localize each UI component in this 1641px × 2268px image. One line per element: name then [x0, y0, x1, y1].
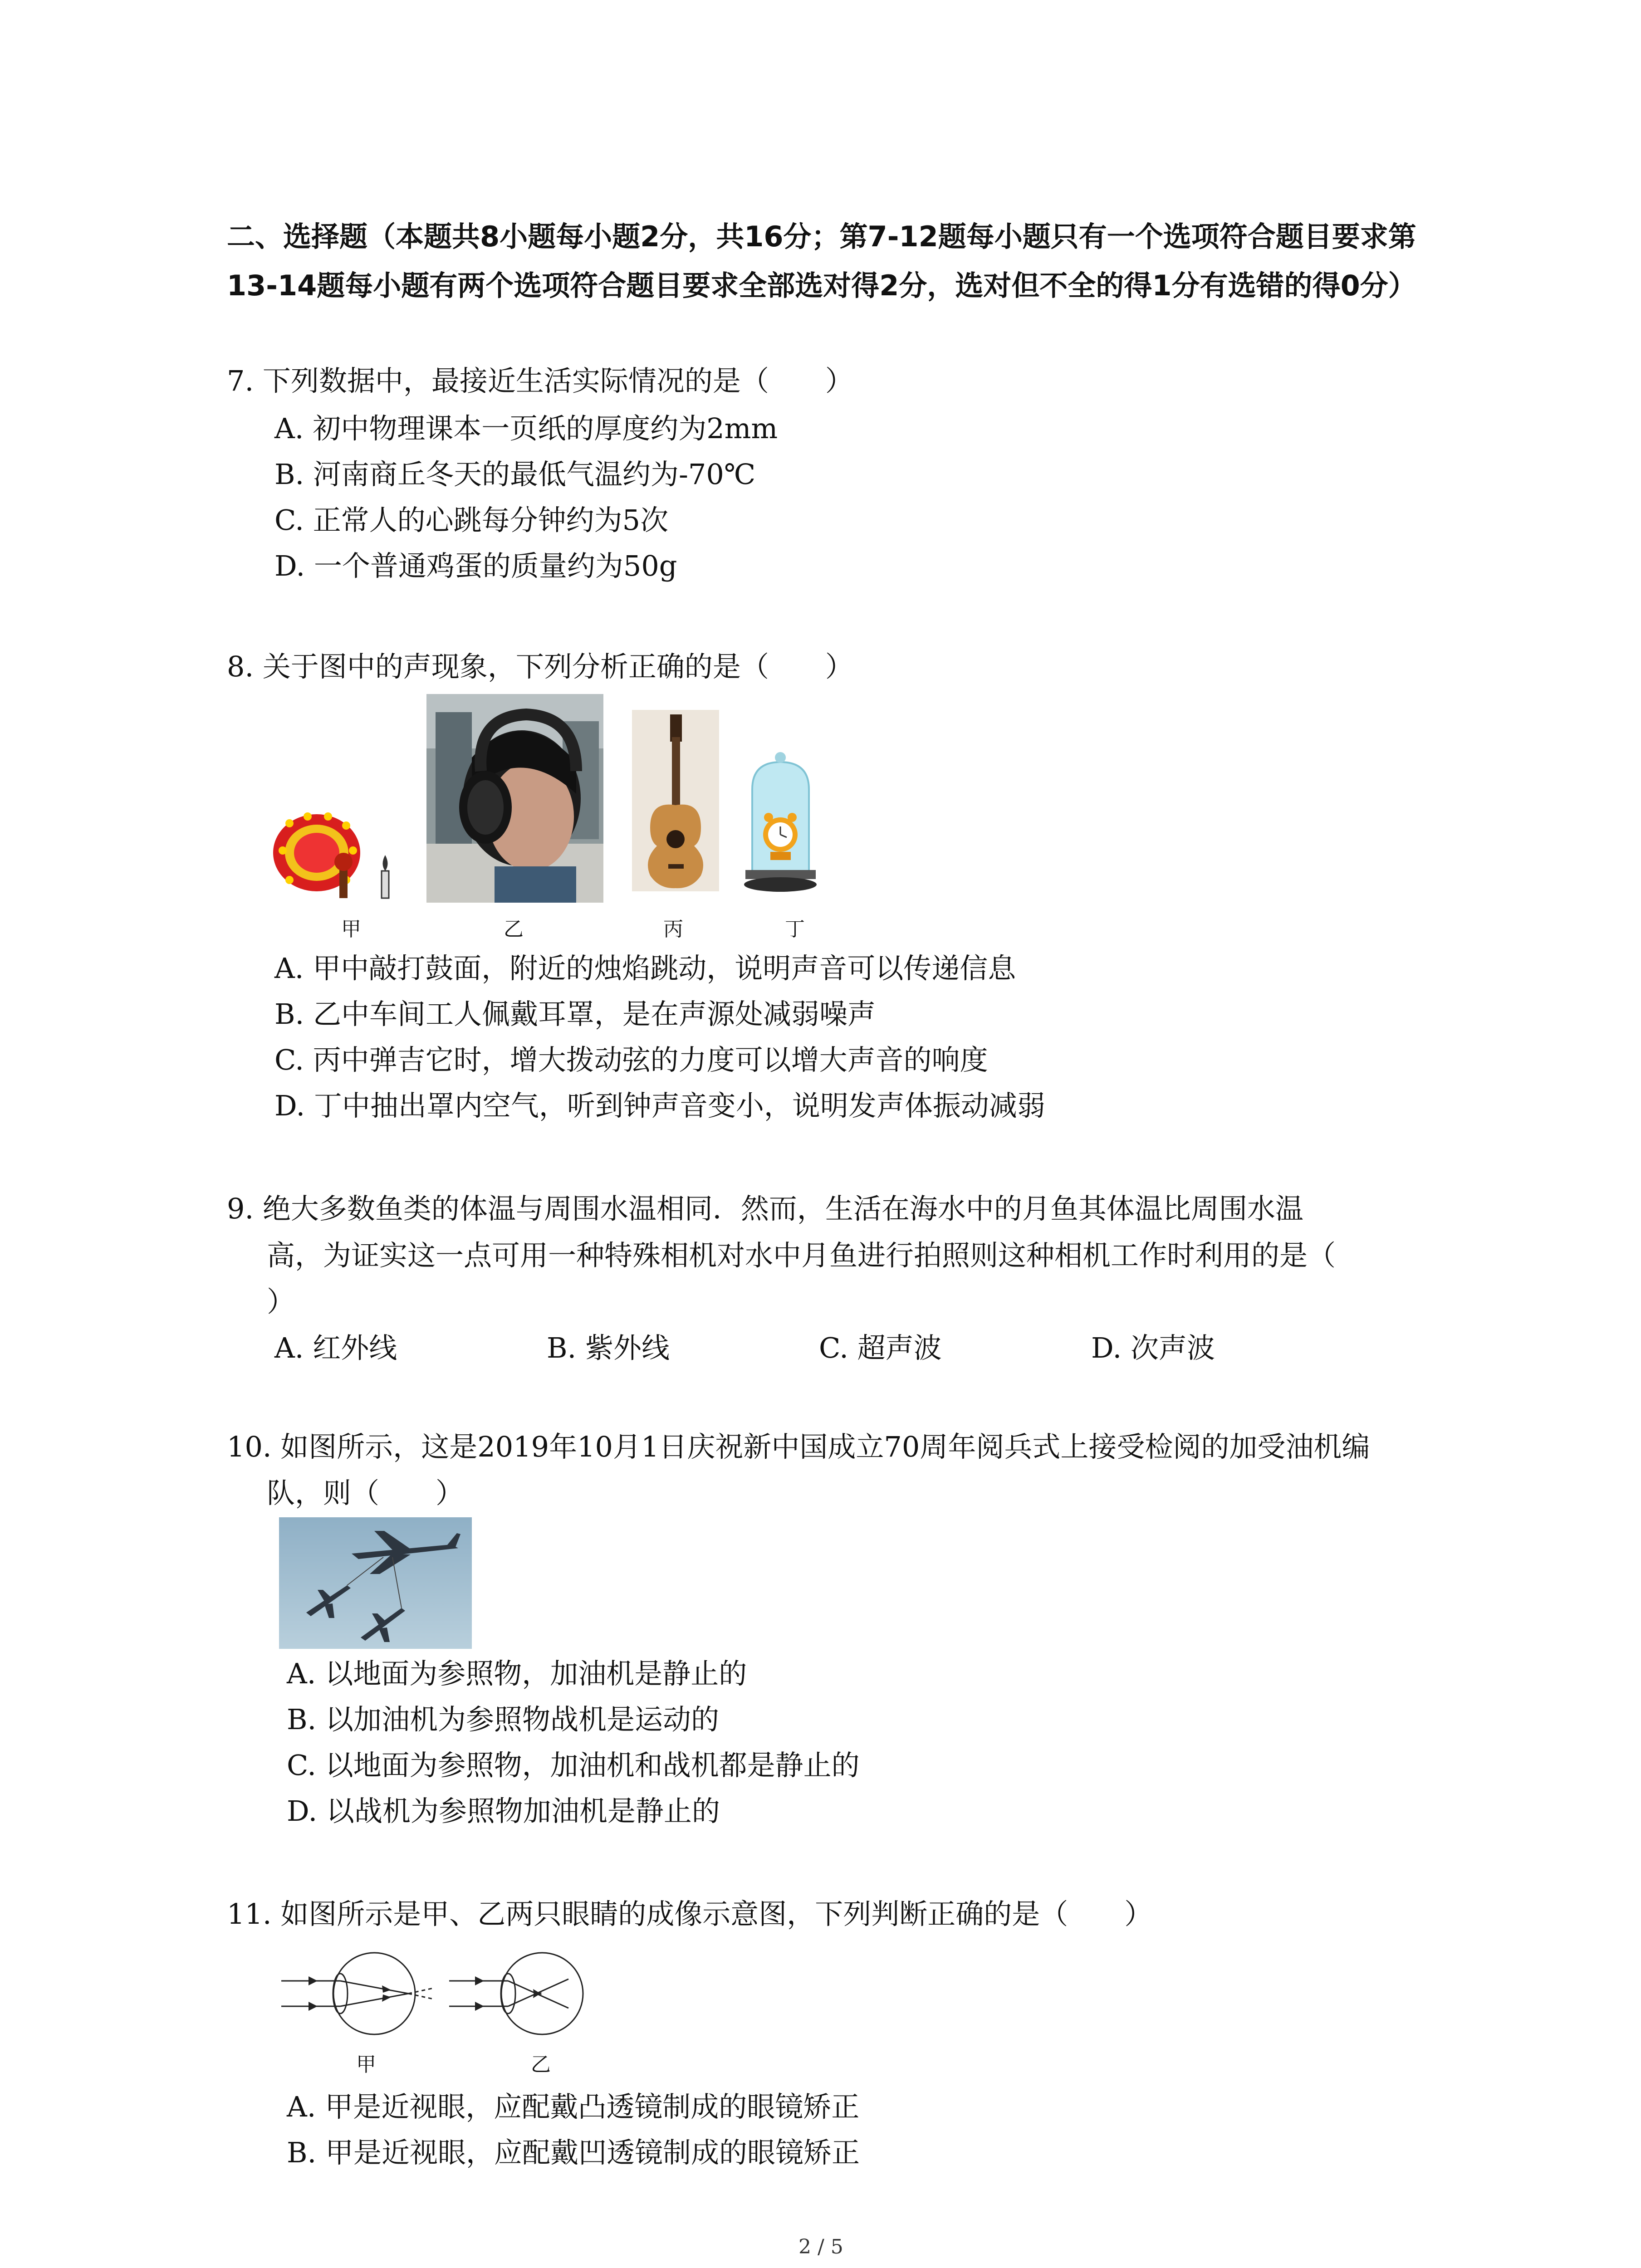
question-8-stem: 8. 关于图中的声现象，下列分析正确的是（ ）: [227, 650, 853, 683]
question-8-option-a: A. 甲中敲打鼓面，附近的烛焰跳动，说明声音可以传递信息: [274, 952, 1016, 985]
drum-candle-figure: [271, 798, 394, 903]
question-11-option-b: B. 甲是近视眼，应配戴凹透镜制成的眼镜矫正: [287, 2136, 860, 2169]
question-10-stem-line1: 10. 如图所示，这是2019年10月1日庆祝新中国成立70周年阅兵式上接受检阅的加受油机编: [227, 1430, 1370, 1463]
question-9-option-c: C. 超声波: [819, 1331, 942, 1364]
question-8-option-b: B. 乙中车间工人佩戴耳罩，是在声源处减弱噪声: [274, 997, 876, 1031]
question-9-stem-line2: 高，为证实这一点可用一种特殊相机对水中月鱼进行拍照则这种相机工作时利用的是（: [267, 1239, 1336, 1272]
question-9-stem-line3: ）: [267, 1285, 295, 1318]
q8-caption-jia: 甲: [341, 918, 361, 941]
guitar-photo: [632, 710, 719, 891]
q11-caption-yi: 乙: [531, 2053, 551, 2076]
question-10-option-c: C. 以地面为参照物，加油机和战机都是静止的: [287, 1749, 860, 1782]
question-10-option-d: D. 以战机为参照物加油机是静止的: [287, 1794, 720, 1828]
bell-jar-clock-photo: [739, 748, 823, 894]
question-7-option-a: A. 初中物理课本一页纸的厚度约为2mm: [274, 412, 778, 445]
worker-earmuffs-photo: [426, 694, 603, 903]
question-7-option-d: D. 一个普通鸡蛋的质量约为50g: [274, 549, 677, 582]
question-9-option-d: D. 次声波: [1091, 1331, 1215, 1364]
page-number: 2 / 5: [798, 2235, 843, 2258]
eye-diagram-yi: [447, 1948, 588, 2039]
question-7-stem: 7. 下列数据中，最接近生活实际情况的是（ ）: [227, 364, 853, 397]
q8-caption-ding: 丁: [785, 918, 805, 941]
refueling-aircraft-photo: [279, 1517, 472, 1649]
question-7-option-b: B. 河南商丘冬天的最低气温约为-70℃: [274, 458, 756, 491]
section-header: 二、选择题（本题共8小题每小题2分，共16分；第7-12题每小题只有一个选项符合题目要求第13-14题每小题有两个选项符合题目要求全部选对得2分，选对但不全的得1分有选错的得0分）: [227, 220, 1416, 302]
eye-diagram-jia: [277, 1948, 445, 2039]
question-9-option-b: B. 紫外线: [547, 1331, 670, 1364]
question-10-option-b: B. 以加油机为参照物战机是运动的: [287, 1703, 719, 1736]
question-10-stem-line2: 队，则（ ）: [267, 1476, 464, 1510]
question-11-option-a: A. 甲是近视眼，应配戴凸透镜制成的眼镜矫正: [287, 2090, 860, 2123]
question-8-option-c: C. 丙中弹吉它时，增大拨动弦的力度可以增大声音的响度: [274, 1043, 988, 1076]
q8-caption-bing: 丙: [663, 918, 683, 941]
question-10-option-a: A. 以地面为参照物，加油机是静止的: [287, 1657, 747, 1690]
question-9-option-a: A. 红外线: [274, 1331, 397, 1364]
question-9-stem-line1: 9. 绝大多数鱼类的体温与周围水温相同．然而，生活在海水中的月鱼其体温比周围水温: [227, 1192, 1303, 1225]
q8-caption-yi: 乙: [504, 918, 524, 941]
question-11-stem: 11. 如图所示是甲、乙两只眼睛的成像示意图，下列判断正确的是（ ）: [227, 1897, 1153, 1931]
question-7-option-c: C. 正常人的心跳每分钟约为5次: [274, 503, 669, 537]
question-8-option-d: D. 丁中抽出罩内空气，听到钟声音变小，说明发声体振动减弱: [274, 1089, 1045, 1122]
q11-caption-jia: 甲: [356, 2053, 376, 2076]
